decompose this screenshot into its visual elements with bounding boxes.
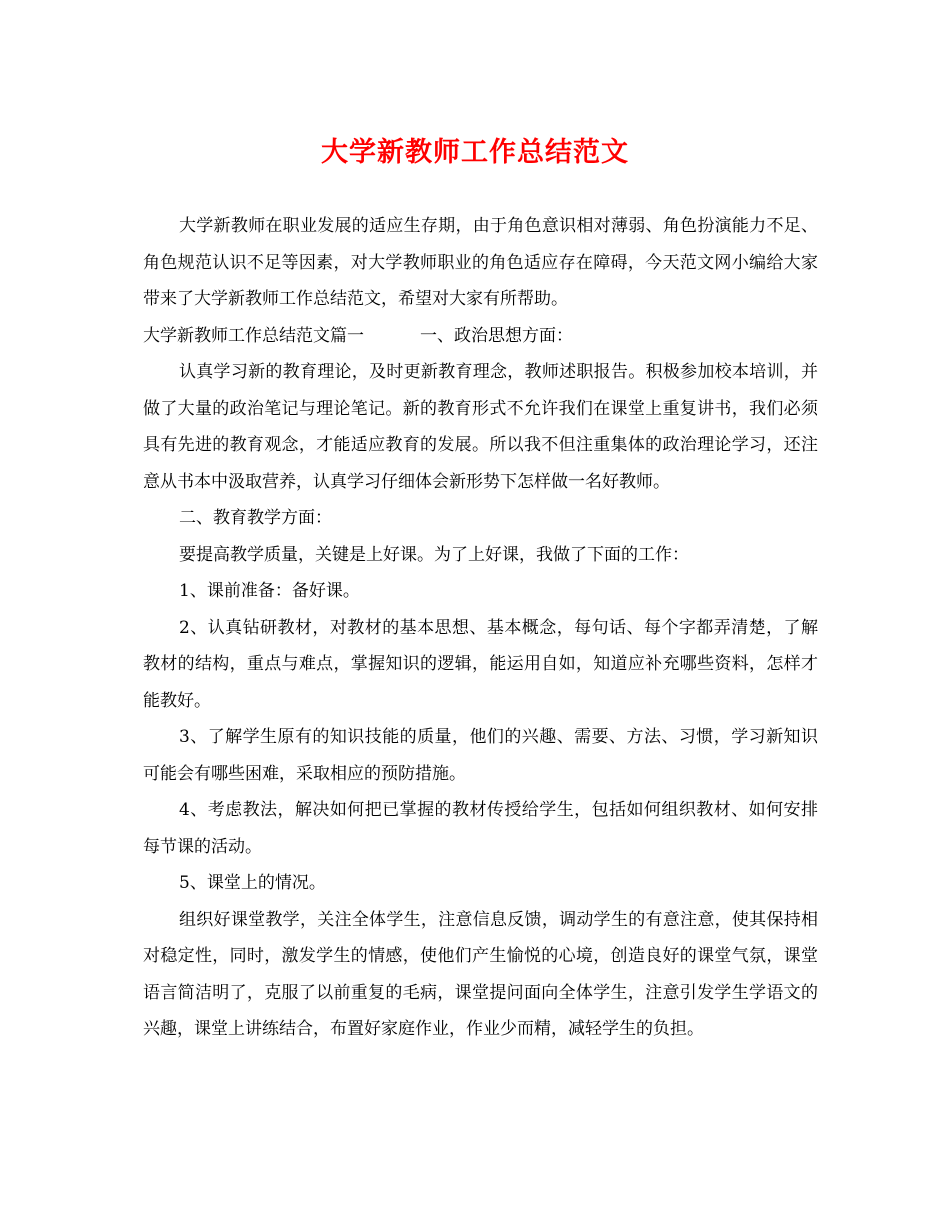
section-heading-title: 大学新教师工作总结范文篇一 (143, 325, 364, 346)
intro-paragraph: 大学新教师在职业发展的适应生存期，由于角色意识相对薄弱、角色扮演能力不足、角色规范认识不足等因素，对大学教师职业的角色适应存在障碍，今天范文网小编给大家带来了大学新教师工作总结范文，希望对大家有所帮助。 (143, 216, 818, 309)
paragraph: 二、教育教学方面： (179, 508, 332, 528)
paragraph: 认真学习新的教育理论，及时更新教育理念，教师述职报告。积极参加校本培训，并做了大量的政治笔记与理论笔记。新的教育形式不允许我们在课堂上重复讲书，我们必须具有先进的教育观念，才能适应教育的发展。所以我不但注重集体的政治理论学习，还注意从书本中汲取营养，认真学习仔细体会新形势下怎样做一名好教师。 (143, 362, 818, 492)
paragraph: 5、课堂上的情况。 (179, 873, 326, 893)
section-heading-line (143, 318, 818, 355)
paragraph: 4、考虑教法，解决如何把已掌握的教材传授给学生，包括如何组织教材、如何安排每节课的活动。 (143, 800, 818, 857)
paragraph: 1、课前准备：备好课。 (179, 581, 360, 601)
paragraph: 要提高教学质量，关键是上好课。为了上好课，我做了下面的工作： (179, 544, 689, 565)
document-title: 大学新教师工作总结范文 (321, 137, 629, 168)
paragraph: 组织好课堂教学，关注全体学生，注意信息反馈，调动学生的有意注意，使其保持相对稳定性，同时，激发学生的情感，使他们产生愉悦的心境，创造良好的课堂气氛，课堂语言简洁明了，克服了以前重复的毛病，课堂提问面向全体学生，注意引发学生学语文的兴趣，课堂上讲练结合，布置好家庭作业，作业少而精，减轻学生的负担。 (143, 909, 818, 1039)
paragraph: 2、认真钻研教材，对教材的基本思想、基本概念，每句话、每个字都弄清楚，了解教材的结构，重点与难点，掌握知识的逻辑，能运用自如，知道应补充哪些资料，怎样才能教好。 (143, 617, 818, 711)
paragraph: 3、了解学生原有的知识技能的质量，他们的兴趣、需要、方法、习惯，学习新知识可能会有哪些困难，采取相应的预防措施。 (143, 727, 818, 784)
section-heading-subtitle: 一、政治思想方面： (420, 325, 573, 346)
document-body (143, 208, 818, 1048)
